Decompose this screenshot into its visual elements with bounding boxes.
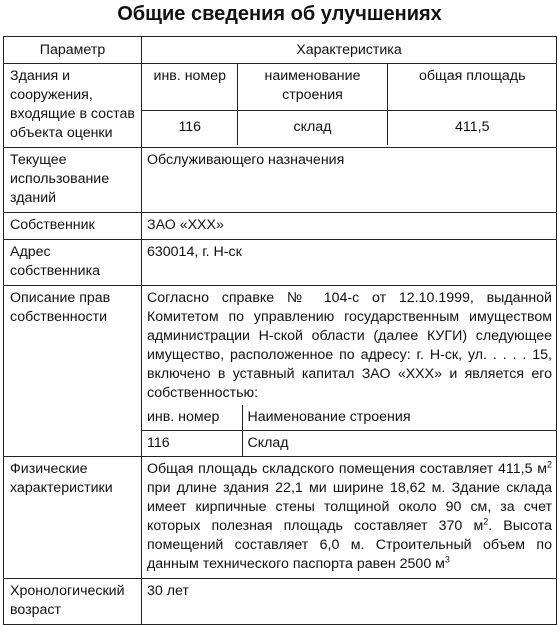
rights-cell-building-name: Склад — [242, 431, 556, 457]
header-characteristic: Характеристика — [142, 37, 557, 64]
physical-label: Физические характеристики — [4, 457, 142, 579]
owner-label: Собственник — [4, 213, 142, 240]
buildings-subtable-header — [142, 64, 556, 111]
rights-cell-inv-number: 116 — [142, 431, 242, 457]
header-param: Параметр — [4, 37, 142, 64]
header-row — [4, 37, 557, 64]
cell-building-name: склад — [237, 111, 387, 146]
cu-m-sup: 3 — [444, 554, 450, 565]
owner-address-label: Адрес собственника — [4, 240, 142, 286]
col-building-name: наименование строения — [237, 64, 387, 111]
physical-text-a: Общая площадь складского помещения составляет 411,5 м — [147, 461, 547, 477]
usage-value: Обслуживающего назначения — [142, 148, 557, 213]
buildings-row — [4, 64, 557, 148]
physical-text-c: . Высота помещений составляет 6,0 м. Строительный объем по данным технического паспорта равен 2500 м — [147, 518, 552, 572]
sq-m-sup-2: 2 — [483, 516, 489, 527]
rights-col-building-name: Наименование строения — [242, 405, 556, 431]
col-inv-number: инв. номер — [142, 64, 237, 111]
rights-text: Согласно справке № 104-с от 12.10.1999, выданной Комитетом по управлению государственным имуществом администрации Н-ской области (далее КУГИ) следующее имущество, расположенное по адресу: г. Н-ск, ул. . . . . 15, включено в уставный капитал ЗАО «XXX» и является его собственностью: — [147, 290, 552, 401]
owner-row — [4, 213, 557, 240]
rights-row — [4, 286, 557, 457]
cell-total-area: 411,5 — [387, 111, 556, 146]
physical-value — [142, 457, 557, 579]
physical-row — [4, 457, 557, 579]
buildings-label: Здания и сооружения, входящие в состав объекта оценки — [4, 64, 142, 148]
usage-label: Текущее использование зданий — [4, 148, 142, 213]
buildings-subtable-row — [142, 111, 556, 146]
age-label: Хронологический возраст — [4, 579, 142, 625]
age-row — [4, 579, 557, 625]
owner-address-value: 630014, г. Н-ск — [142, 240, 557, 286]
rights-label: Описание прав собственности — [4, 286, 142, 457]
cell-inv-number: 116 — [142, 111, 237, 146]
rights-subtable-row — [142, 431, 556, 457]
rights-subtable — [142, 405, 556, 456]
col-total-area: общая площадь — [387, 64, 556, 111]
page-title: Общие сведения об улучшениях — [117, 3, 442, 25]
rights-subtable-header — [142, 405, 556, 431]
owner-value: ЗАО «XXX» — [142, 213, 557, 240]
rights-col-inv-number: инв. номер — [142, 405, 242, 431]
owner-address-row — [4, 240, 557, 286]
physical-text-b: при длине здания 22,1 ми ширине 18,62 м. Здание склада имеет кирпичные стены толщиной около 90 см, за счет которых полезная площадь составляет 370 м — [147, 480, 552, 534]
usage-row — [4, 148, 557, 213]
age-value: 30 лет — [142, 579, 557, 625]
sq-m-sup-1: 2 — [546, 459, 552, 470]
buildings-cell — [142, 64, 557, 148]
improvements-table — [3, 36, 557, 625]
buildings-subtable — [142, 64, 556, 145]
rights-cell — [142, 286, 557, 457]
